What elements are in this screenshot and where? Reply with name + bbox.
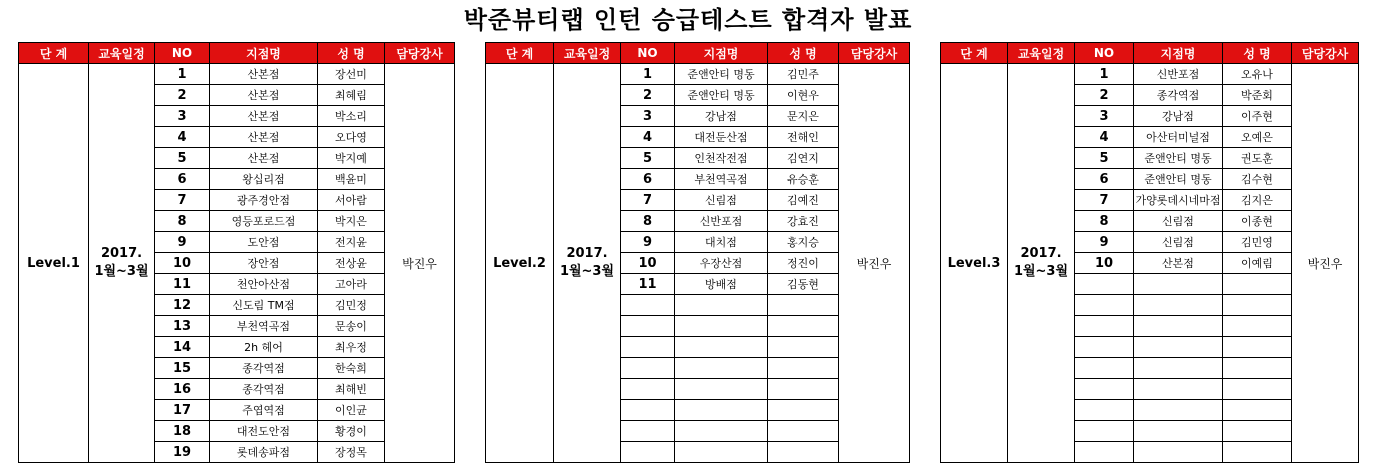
name-cell xyxy=(768,400,839,421)
no-cell: 9 xyxy=(1075,232,1134,253)
no-cell: 3 xyxy=(155,106,210,127)
header-period: 교육일정 xyxy=(89,43,155,64)
no-cell: 11 xyxy=(621,274,675,295)
branch-cell xyxy=(1134,337,1223,358)
branch-cell: 산본점 xyxy=(210,148,318,169)
no-cell: 10 xyxy=(155,253,210,274)
no-cell: 9 xyxy=(155,232,210,253)
name-cell xyxy=(1223,274,1292,295)
name-cell: 박지예 xyxy=(318,148,385,169)
table-row xyxy=(486,64,910,85)
name-cell: 이예림 xyxy=(1223,253,1292,274)
name-cell xyxy=(768,316,839,337)
branch-cell: 신도림 TM점 xyxy=(210,295,318,316)
no-cell: 13 xyxy=(155,316,210,337)
name-cell xyxy=(1223,421,1292,442)
name-cell xyxy=(768,442,839,463)
no-cell: 15 xyxy=(155,358,210,379)
branch-cell xyxy=(1134,295,1223,316)
branch-cell: 왕십리점 xyxy=(210,169,318,190)
branch-cell: 방배점 xyxy=(675,274,768,295)
branch-cell xyxy=(675,295,768,316)
branch-cell: 신림점 xyxy=(1134,211,1223,232)
name-cell: 권도훈 xyxy=(1223,148,1292,169)
name-cell: 전상윤 xyxy=(318,253,385,274)
header-name: 성 명 xyxy=(768,43,839,64)
branch-cell: 강남점 xyxy=(675,106,768,127)
branch-cell: 종각역점 xyxy=(210,358,318,379)
branch-cell: 준앤안티 명동 xyxy=(675,85,768,106)
teacher-cell: 박진우 xyxy=(385,64,455,463)
period-months: 1월~3월 xyxy=(1013,264,1069,279)
no-cell xyxy=(1075,274,1134,295)
period-months: 1월~3월 xyxy=(559,264,615,279)
branch-cell: 신림점 xyxy=(1134,232,1223,253)
branch-cell: 신림점 xyxy=(675,190,768,211)
branch-cell: 광주경안점 xyxy=(210,190,318,211)
period-months: 1월~3월 xyxy=(94,264,149,279)
name-cell xyxy=(768,337,839,358)
name-cell: 최해빈 xyxy=(318,379,385,400)
name-cell: 문지은 xyxy=(768,106,839,127)
branch-cell: 산본점 xyxy=(210,85,318,106)
name-cell xyxy=(768,379,839,400)
no-cell: 3 xyxy=(621,106,675,127)
name-cell: 이인균 xyxy=(318,400,385,421)
no-cell: 8 xyxy=(155,211,210,232)
branch-cell: 아산터미널점 xyxy=(1134,127,1223,148)
branch-cell xyxy=(1134,442,1223,463)
table-header-row xyxy=(19,43,455,64)
name-cell xyxy=(1223,400,1292,421)
name-cell xyxy=(1223,442,1292,463)
branch-cell: 준앤안티 명동 xyxy=(1134,148,1223,169)
name-cell: 문송이 xyxy=(318,316,385,337)
name-cell: 김동현 xyxy=(768,274,839,295)
name-cell xyxy=(768,295,839,316)
branch-cell: 롯데송파점 xyxy=(210,442,318,463)
no-cell: 18 xyxy=(155,421,210,442)
no-cell: 12 xyxy=(155,295,210,316)
header-teacher: 담당강사 xyxy=(1292,43,1359,64)
no-cell xyxy=(1075,421,1134,442)
period-year: 2017. xyxy=(100,246,143,261)
teacher-cell: 박진우 xyxy=(1292,64,1359,463)
no-cell xyxy=(1075,316,1134,337)
no-cell: 1 xyxy=(155,64,210,85)
branch-cell xyxy=(675,358,768,379)
name-cell: 고아라 xyxy=(318,274,385,295)
no-cell: 4 xyxy=(621,127,675,148)
branch-cell: 신반포점 xyxy=(675,211,768,232)
no-cell: 14 xyxy=(155,337,210,358)
table-header-row xyxy=(486,43,910,64)
no-cell xyxy=(621,337,675,358)
no-cell xyxy=(621,295,675,316)
branch-cell xyxy=(675,379,768,400)
name-cell: 김민주 xyxy=(768,64,839,85)
branch-cell: 주엽역점 xyxy=(210,400,318,421)
branch-cell: 영등포로드점 xyxy=(210,211,318,232)
no-cell: 7 xyxy=(621,190,675,211)
level-cell: Level.2 xyxy=(486,64,554,463)
name-cell: 김수현 xyxy=(1223,169,1292,190)
header-level: 단 계 xyxy=(941,43,1008,64)
name-cell: 유승훈 xyxy=(768,169,839,190)
no-cell: 7 xyxy=(1075,190,1134,211)
header-period: 교육일정 xyxy=(554,43,621,64)
name-cell: 김민영 xyxy=(1223,232,1292,253)
no-cell xyxy=(1075,442,1134,463)
branch-cell: 인천작전점 xyxy=(675,148,768,169)
table-row xyxy=(941,64,1359,85)
header-period: 교육일정 xyxy=(1008,43,1075,64)
name-cell xyxy=(1223,379,1292,400)
branch-cell: 대치점 xyxy=(675,232,768,253)
no-cell: 5 xyxy=(155,148,210,169)
name-cell xyxy=(768,358,839,379)
name-cell: 서아람 xyxy=(318,190,385,211)
page-title: 박준뷰티랩 인턴 승급테스트 합격자 발표 xyxy=(463,6,913,34)
no-cell xyxy=(1075,337,1134,358)
branch-cell: 종각역점 xyxy=(210,379,318,400)
no-cell: 16 xyxy=(155,379,210,400)
no-cell: 6 xyxy=(155,169,210,190)
name-cell xyxy=(1223,358,1292,379)
results-table-level-2 xyxy=(485,42,910,463)
branch-cell xyxy=(1134,421,1223,442)
name-cell: 강효진 xyxy=(768,211,839,232)
period-cell xyxy=(554,64,621,463)
no-cell: 2 xyxy=(155,85,210,106)
name-cell: 정진이 xyxy=(768,253,839,274)
header-name: 성 명 xyxy=(318,43,385,64)
branch-cell: 대전도안점 xyxy=(210,421,318,442)
period-cell xyxy=(1008,64,1075,463)
no-cell: 9 xyxy=(621,232,675,253)
branch-cell xyxy=(675,316,768,337)
no-cell xyxy=(621,442,675,463)
name-cell: 박소리 xyxy=(318,106,385,127)
results-table-level-3 xyxy=(940,42,1359,463)
no-cell xyxy=(1075,379,1134,400)
branch-cell xyxy=(1134,400,1223,421)
branch-cell: 준앤안티 명동 xyxy=(1134,169,1223,190)
branch-cell: 부천역곡점 xyxy=(210,316,318,337)
name-cell: 전해인 xyxy=(768,127,839,148)
no-cell: 1 xyxy=(1075,64,1134,85)
header-teacher: 담당강사 xyxy=(385,43,455,64)
name-cell: 김연지 xyxy=(768,148,839,169)
header-branch: 지점명 xyxy=(210,43,318,64)
period-cell xyxy=(89,64,155,463)
name-cell: 장정목 xyxy=(318,442,385,463)
header-no: NO xyxy=(155,43,210,64)
no-cell: 6 xyxy=(621,169,675,190)
name-cell: 최우정 xyxy=(318,337,385,358)
branch-cell xyxy=(675,421,768,442)
branch-cell: 준앤안티 명동 xyxy=(675,64,768,85)
branch-cell: 대전둔산점 xyxy=(675,127,768,148)
header-branch: 지점명 xyxy=(675,43,768,64)
level-cell: Level.3 xyxy=(941,64,1008,463)
no-cell: 1 xyxy=(621,64,675,85)
branch-cell xyxy=(675,337,768,358)
branch-cell: 가양롯데시네마점 xyxy=(1134,190,1223,211)
name-cell: 오다영 xyxy=(318,127,385,148)
name-cell: 장선미 xyxy=(318,64,385,85)
name-cell: 이현우 xyxy=(768,85,839,106)
name-cell: 이종현 xyxy=(1223,211,1292,232)
period-year: 2017. xyxy=(566,246,608,261)
no-cell xyxy=(621,421,675,442)
branch-cell xyxy=(1134,358,1223,379)
name-cell: 홍지승 xyxy=(768,232,839,253)
no-cell: 10 xyxy=(621,253,675,274)
branch-cell: 신반포점 xyxy=(1134,64,1223,85)
branch-cell: 산본점 xyxy=(210,106,318,127)
name-cell: 황경이 xyxy=(318,421,385,442)
name-cell: 박준회 xyxy=(1223,85,1292,106)
no-cell: 8 xyxy=(1075,211,1134,232)
header-no: NO xyxy=(1075,43,1134,64)
header-no: NO xyxy=(621,43,675,64)
branch-cell xyxy=(675,400,768,421)
no-cell xyxy=(621,358,675,379)
no-cell: 4 xyxy=(155,127,210,148)
branch-cell: 산본점 xyxy=(1134,253,1223,274)
period-year: 2017. xyxy=(1020,246,1062,261)
name-cell: 박지은 xyxy=(318,211,385,232)
no-cell: 3 xyxy=(1075,106,1134,127)
no-cell xyxy=(621,316,675,337)
branch-cell: 우장산점 xyxy=(675,253,768,274)
results-table-level-1 xyxy=(18,42,455,463)
no-cell xyxy=(1075,295,1134,316)
teacher-cell: 박진우 xyxy=(839,64,910,463)
name-cell: 김민정 xyxy=(318,295,385,316)
branch-cell: 장안점 xyxy=(210,253,318,274)
name-cell: 한숙희 xyxy=(318,358,385,379)
branch-cell xyxy=(1134,316,1223,337)
name-cell xyxy=(1223,337,1292,358)
table-header-row xyxy=(941,43,1359,64)
branch-cell xyxy=(1134,274,1223,295)
header-level: 단 계 xyxy=(19,43,89,64)
table-row xyxy=(19,64,455,85)
no-cell: 6 xyxy=(1075,169,1134,190)
no-cell xyxy=(621,400,675,421)
no-cell: 7 xyxy=(155,190,210,211)
no-cell: 11 xyxy=(155,274,210,295)
branch-cell: 강남점 xyxy=(1134,106,1223,127)
branch-cell: 종각역점 xyxy=(1134,85,1223,106)
header-name: 성 명 xyxy=(1223,43,1292,64)
no-cell: 10 xyxy=(1075,253,1134,274)
branch-cell: 도안점 xyxy=(210,232,318,253)
name-cell: 전지윤 xyxy=(318,232,385,253)
no-cell: 8 xyxy=(621,211,675,232)
no-cell xyxy=(621,379,675,400)
header-level: 단 계 xyxy=(486,43,554,64)
no-cell: 2 xyxy=(621,85,675,106)
name-cell xyxy=(1223,316,1292,337)
level-cell: Level.1 xyxy=(19,64,89,463)
header-teacher: 담당강사 xyxy=(839,43,910,64)
no-cell: 4 xyxy=(1075,127,1134,148)
name-cell: 오예은 xyxy=(1223,127,1292,148)
no-cell: 17 xyxy=(155,400,210,421)
no-cell: 5 xyxy=(621,148,675,169)
no-cell xyxy=(1075,358,1134,379)
branch-cell: 산본점 xyxy=(210,127,318,148)
name-cell: 백윤미 xyxy=(318,169,385,190)
no-cell: 5 xyxy=(1075,148,1134,169)
branch-cell: 부천역곡점 xyxy=(675,169,768,190)
name-cell: 김지은 xyxy=(1223,190,1292,211)
name-cell xyxy=(768,421,839,442)
branch-cell: 천안아산점 xyxy=(210,274,318,295)
branch-cell xyxy=(1134,379,1223,400)
branch-cell: 산본점 xyxy=(210,64,318,85)
name-cell: 김예진 xyxy=(768,190,839,211)
no-cell xyxy=(1075,400,1134,421)
no-cell: 19 xyxy=(155,442,210,463)
name-cell: 이주현 xyxy=(1223,106,1292,127)
name-cell: 오유나 xyxy=(1223,64,1292,85)
branch-cell xyxy=(675,442,768,463)
no-cell: 2 xyxy=(1075,85,1134,106)
name-cell xyxy=(1223,295,1292,316)
name-cell: 최혜림 xyxy=(318,85,385,106)
branch-cell: 2h 헤어 xyxy=(210,337,318,358)
header-branch: 지점명 xyxy=(1134,43,1223,64)
